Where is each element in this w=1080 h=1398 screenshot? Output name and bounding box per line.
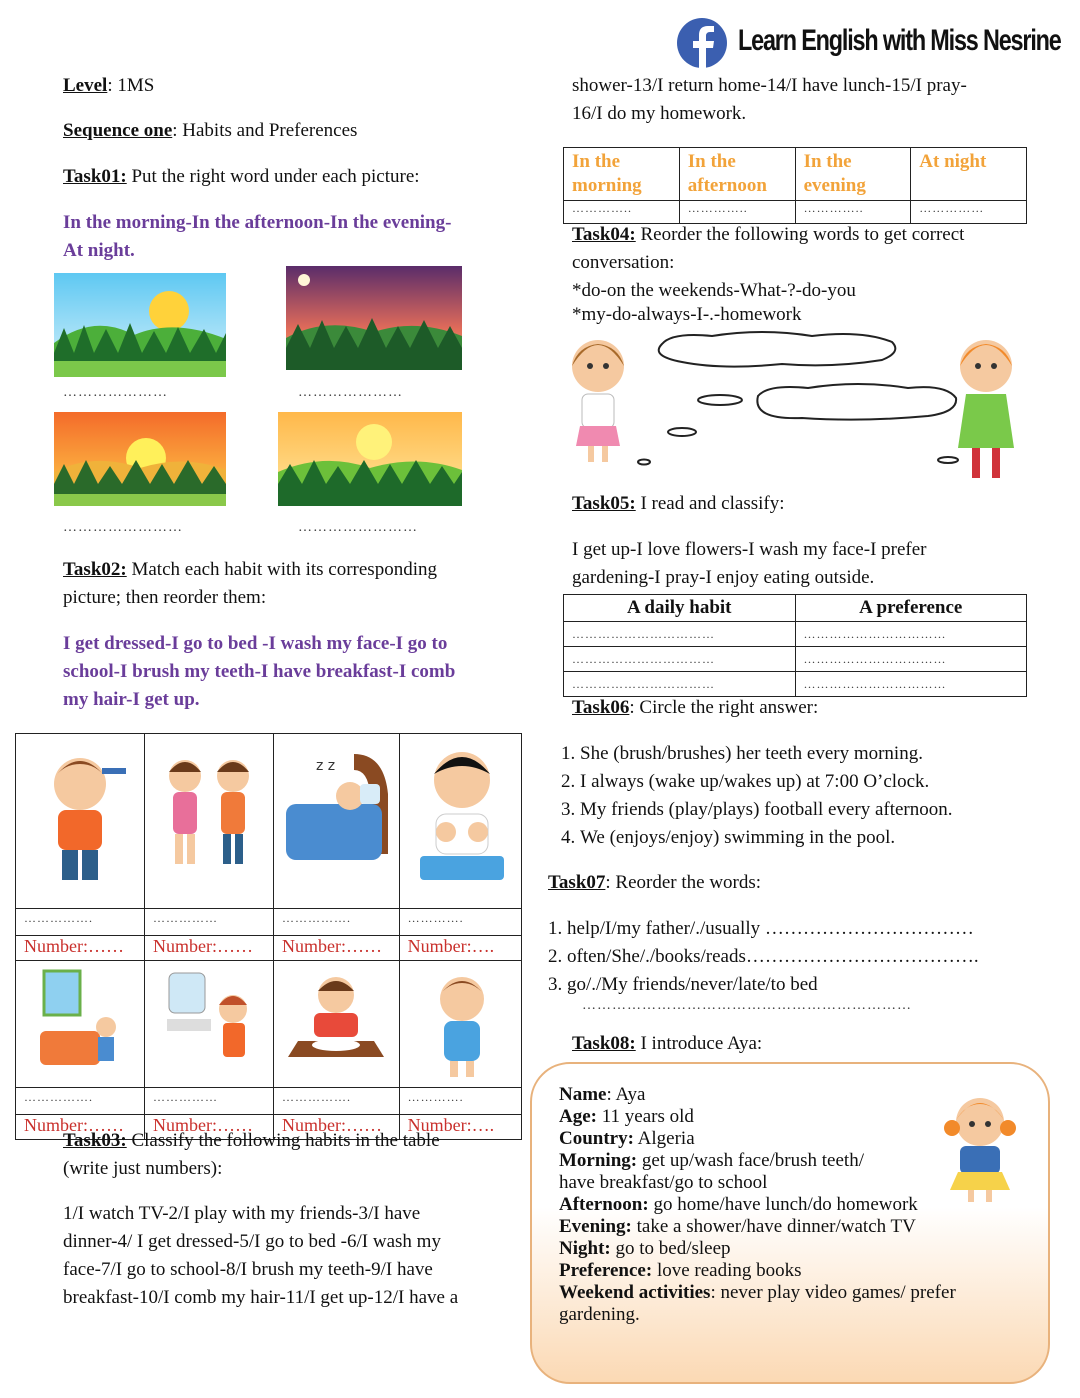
morning-landscape-picture bbox=[54, 273, 226, 377]
grid-number-field[interactable]: Number:…… bbox=[274, 1115, 400, 1140]
header-at-night: At night bbox=[911, 148, 1027, 201]
grid-cell-go-to-bed bbox=[274, 734, 400, 909]
level-label: Level bbox=[63, 75, 108, 96]
task04-heading bbox=[572, 221, 964, 277]
task06-item: 2. I always (wake up/wakes up) at 7:00 O’clock. bbox=[580, 768, 953, 796]
grid-number-field[interactable]: Number:…. bbox=[399, 936, 521, 961]
task07-answer-dots: ………………………………………………………… bbox=[582, 998, 912, 1013]
afternoon-value: go home/have lunch/do homework bbox=[648, 1194, 918, 1215]
task07-item: 1. help/I/my father/./usually …………………………… bbox=[548, 918, 974, 939]
header-in-the-evening: In the evening bbox=[795, 148, 911, 201]
task01-word-list bbox=[63, 209, 451, 265]
boy-combing-hair-picture bbox=[16, 734, 144, 902]
task04-text-line-1: Reorder the following words to get correct bbox=[635, 224, 965, 245]
grid-answer-dots: …………. bbox=[399, 909, 521, 936]
name-value: : Aya bbox=[606, 1084, 646, 1105]
grid-answer-dots: …………… bbox=[145, 909, 274, 936]
grid-cell-get-dressed bbox=[399, 961, 521, 1088]
task04-sentences bbox=[572, 279, 856, 327]
task03-text-line-1: Classify the following habits in the table bbox=[126, 1130, 440, 1151]
task06-text: : Circle the right answer: bbox=[629, 697, 819, 718]
grid-number-field[interactable]: Number:…… bbox=[274, 936, 400, 961]
task01-text: Put the right word under each picture: bbox=[126, 166, 420, 187]
task01-label: Task01: bbox=[63, 166, 127, 187]
task08-text: I introduce Aya: bbox=[635, 1033, 763, 1054]
task05-heading bbox=[572, 490, 785, 518]
task04-sentence-1: *do-on the weekends-What-?-do-you bbox=[572, 280, 856, 301]
task02-text-line-1: Match each habit with its corresponding bbox=[126, 559, 437, 580]
picture-4-answer-dots: …………………… bbox=[298, 520, 418, 535]
svg-text:z z: z z bbox=[316, 758, 336, 774]
classify-cell[interactable]: …………………………… bbox=[795, 622, 1027, 647]
task06-label: Task06 bbox=[572, 697, 630, 718]
task05-list-line-1: I get up-I love flowers-I wash my face-I prefer bbox=[572, 539, 927, 560]
weekend-value-continued: gardening. bbox=[559, 1304, 640, 1325]
name-label: Name bbox=[559, 1084, 607, 1105]
header-daily-habit: A daily habit bbox=[564, 595, 796, 622]
age-label: Age: bbox=[559, 1106, 597, 1127]
morning-value: get up/wash face/brush teeth/ bbox=[637, 1150, 864, 1171]
brand-header bbox=[670, 18, 1061, 74]
task03-list-line: breakfast-10/I comb my hair-11/I get up-12/I have a bbox=[63, 1287, 459, 1308]
task02-word-list bbox=[63, 630, 455, 714]
time-answer-cell[interactable]: …………… bbox=[911, 201, 1027, 224]
task07-heading bbox=[548, 869, 761, 897]
task07-item: 3. go/./My friends/never/late/to bed bbox=[548, 974, 818, 995]
afternoon-landscape-picture bbox=[278, 412, 462, 506]
task01-words-line-1: In the morning-In the afternoon-In the evening- bbox=[63, 212, 452, 233]
grid-number-field[interactable]: Number:…… bbox=[145, 1115, 274, 1140]
morning-label: Morning: bbox=[559, 1150, 638, 1171]
night-landscape-picture bbox=[286, 266, 462, 370]
task03-heading bbox=[63, 1127, 440, 1183]
country-value: Algeria bbox=[633, 1128, 695, 1149]
classify-cell[interactable]: …………………………… bbox=[795, 672, 1027, 697]
country-label: Country: bbox=[559, 1128, 634, 1149]
grid-number-field[interactable]: Number:…… bbox=[16, 936, 145, 961]
sequence-value: : Habits and Preferences bbox=[172, 120, 358, 141]
task05-list bbox=[572, 536, 927, 592]
grid-cell-brush-teeth bbox=[145, 961, 274, 1088]
grid-cell-have-breakfast bbox=[274, 961, 400, 1088]
grid-answer-dots: ……………. bbox=[274, 909, 400, 936]
grid-number-field[interactable]: Number:…. bbox=[399, 1115, 521, 1140]
task04-label: Task04: bbox=[572, 224, 636, 245]
level-value: : 1MS bbox=[107, 75, 155, 96]
task03-label: Task03: bbox=[63, 1130, 127, 1151]
time-answer-cell[interactable]: ………….. bbox=[795, 201, 911, 224]
task08-label: Task08: bbox=[572, 1033, 636, 1054]
sequence-line bbox=[63, 117, 357, 145]
task06-item: 1. She (brush/brushes) her teeth every morning. bbox=[580, 740, 953, 768]
task02-heading bbox=[63, 556, 437, 612]
task02-words-line-1: I get dressed-I go to bed -I wash my face-I go to bbox=[63, 633, 448, 654]
level-line bbox=[63, 72, 154, 100]
grid-cell-wash-face bbox=[399, 734, 521, 909]
header-preference: A preference bbox=[795, 595, 1027, 622]
task06-heading bbox=[572, 694, 818, 722]
child-sleeping-in-bed-picture bbox=[274, 734, 398, 902]
sequence-label: Sequence one bbox=[63, 120, 173, 141]
classify-cell[interactable]: …………………………… bbox=[564, 647, 796, 672]
habits-matching-grid bbox=[15, 733, 522, 1140]
task07-item: 2. often/She/./books/reads………………………………. bbox=[548, 946, 979, 967]
grid-cell-brush-hair bbox=[16, 734, 145, 909]
girl-left-icon bbox=[572, 340, 624, 462]
grid-number-field[interactable]: Number:…… bbox=[16, 1115, 145, 1140]
task01-heading bbox=[63, 163, 420, 191]
classify-cell[interactable]: …………………………… bbox=[795, 647, 1027, 672]
classify-table bbox=[563, 594, 1027, 697]
grid-answer-dots: ……………. bbox=[16, 909, 145, 936]
classify-cell[interactable]: …………………………… bbox=[564, 672, 796, 697]
task07-label: Task07 bbox=[548, 872, 606, 893]
grid-number-field[interactable]: Number:…… bbox=[145, 936, 274, 961]
grid-answer-dots: ……………. bbox=[16, 1088, 145, 1115]
time-answer-cell[interactable]: ………….. bbox=[679, 201, 795, 224]
header-in-the-afternoon: In the afternoon bbox=[679, 148, 795, 201]
task05-text: I read and classify: bbox=[635, 493, 785, 514]
task03-list-line: dinner-4/ I get dressed-5/I go to bed -6/I wash my bbox=[63, 1231, 441, 1252]
facebook-icon bbox=[670, 18, 734, 68]
age-value: 11 years old bbox=[596, 1106, 694, 1127]
grid-cell-go-to-school bbox=[145, 734, 274, 909]
preference-value: love reading books bbox=[652, 1260, 802, 1281]
task03-continuation bbox=[572, 72, 967, 128]
picture-1-answer-dots: ………………… bbox=[63, 385, 168, 400]
task02-label: Task02: bbox=[63, 559, 127, 580]
picture-2-answer-dots: ………………… bbox=[298, 385, 403, 400]
preference-label: Preference: bbox=[559, 1260, 653, 1281]
grid-answer-dots: …………… bbox=[145, 1088, 274, 1115]
aya-profile-details bbox=[559, 1084, 956, 1326]
child-getting-up-picture bbox=[16, 961, 144, 1081]
brand-title: Learn English with Miss Nesrine bbox=[738, 24, 1061, 57]
task04-sentence-2: *my-do-always-I-.-homework bbox=[572, 304, 802, 325]
girl-right-icon bbox=[958, 340, 1014, 478]
task07-text: : Reorder the words: bbox=[605, 872, 762, 893]
boy-brushing-teeth-picture bbox=[145, 961, 273, 1081]
task03-continuation-line-2: 16/I do my homework. bbox=[572, 103, 747, 124]
task04-text-line-2: conversation: bbox=[572, 252, 675, 273]
evening-value: take a shower/have dinner/watch TV bbox=[631, 1216, 916, 1237]
night-label: Night: bbox=[559, 1238, 611, 1259]
evening-landscape-picture bbox=[54, 412, 226, 506]
task07-list bbox=[548, 915, 979, 999]
grid-answer-dots: …………. bbox=[399, 1088, 521, 1115]
girl-getting-dressed-picture bbox=[400, 961, 520, 1081]
conversation-illustration bbox=[562, 322, 1032, 488]
picture-3-answer-dots: …………………… bbox=[63, 520, 183, 535]
time-of-day-table bbox=[563, 147, 1027, 224]
task06-item: 3. My friends (play/plays) football every afternoon. bbox=[580, 796, 953, 824]
task03-list-line: 1/I watch TV-2/I play with my friends-3/I have bbox=[63, 1203, 421, 1224]
classify-cell[interactable]: …………………………… bbox=[564, 622, 796, 647]
task06-item: 4. We (enjoys/enjoy) swimming in the pool. bbox=[580, 824, 953, 852]
task02-words-line-2: school-I brush my teeth-I have breakfast-I comb bbox=[63, 661, 456, 682]
weekend-label: Weekend activities bbox=[559, 1282, 711, 1303]
task08-heading bbox=[572, 1030, 762, 1058]
task02-text-line-2: picture; then reorder them: bbox=[63, 587, 267, 608]
boy-having-breakfast-picture bbox=[274, 961, 398, 1081]
task05-label: Task05: bbox=[572, 493, 636, 514]
afternoon-label: Afternoon: bbox=[559, 1194, 649, 1215]
task03-habit-list bbox=[63, 1200, 458, 1312]
grid-cell-get-up bbox=[16, 961, 145, 1088]
evening-label: Evening: bbox=[559, 1216, 632, 1237]
task03-continuation-line-1: shower-13/I return home-14/I have lunch-15/I pray- bbox=[572, 75, 967, 96]
time-answer-cell[interactable]: ………….. bbox=[564, 201, 680, 224]
header-in-the-morning: In the morning bbox=[564, 148, 680, 201]
task01-words-line-2: At night. bbox=[63, 240, 135, 261]
task02-words-line-3: my hair-I get up. bbox=[63, 689, 200, 710]
weekend-value: : never play video games/ prefer bbox=[710, 1282, 956, 1303]
grid-answer-dots: ……………. bbox=[274, 1088, 400, 1115]
task05-list-line-2: gardening-I pray-I enjoy eating outside. bbox=[572, 567, 875, 588]
task03-text-line-2: (write just numbers): bbox=[63, 1158, 223, 1179]
boy-washing-face-picture bbox=[400, 734, 520, 902]
kids-going-to-school-picture bbox=[145, 734, 273, 902]
morning-value-continued: have breakfast/go to school bbox=[559, 1172, 768, 1193]
task06-list bbox=[540, 740, 953, 852]
task03-list-line: face-7/I go to school-8/I brush my teeth-9/I have bbox=[63, 1259, 433, 1280]
night-value: go to bed/sleep bbox=[610, 1238, 731, 1259]
